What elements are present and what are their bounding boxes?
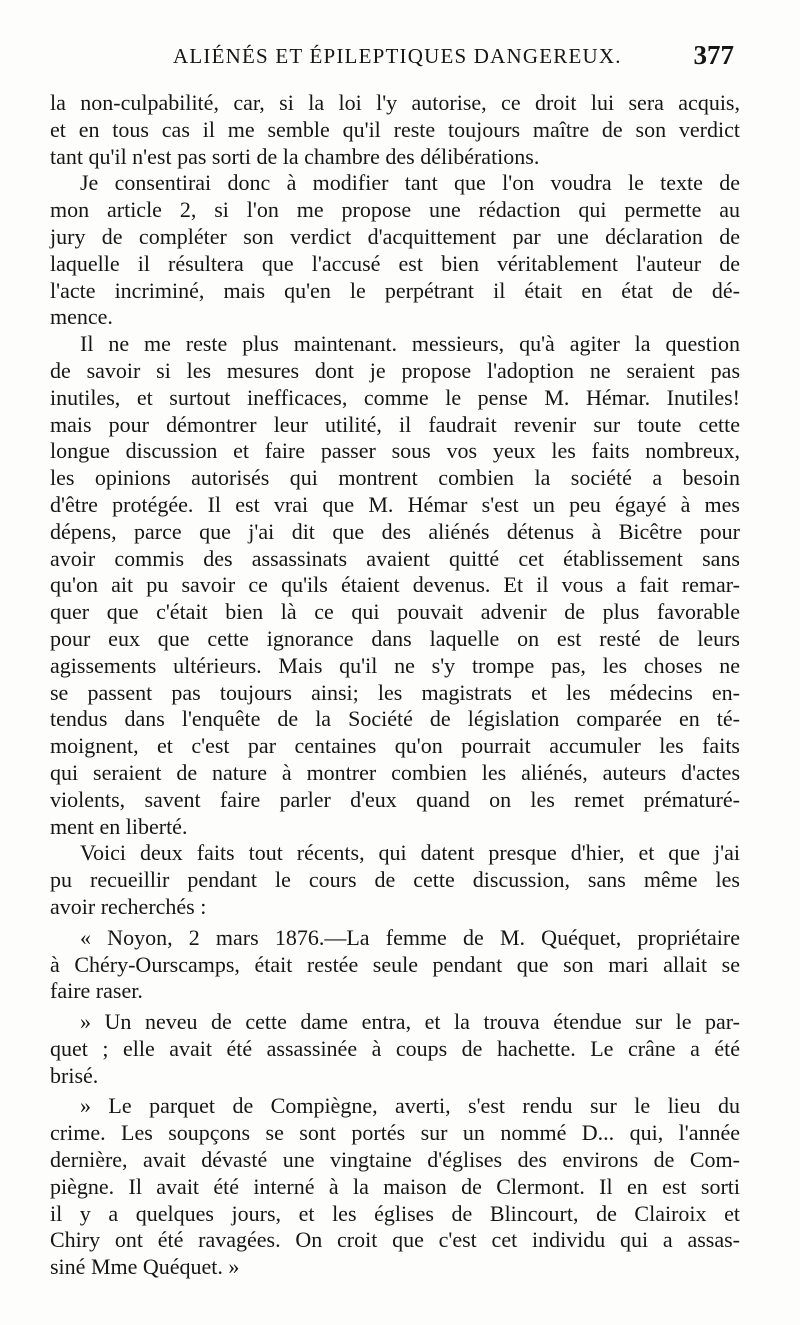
text-line: qui seraient de nature à montrer combien les aliénés, auteurs d'actes [50,759,740,785]
text-line: faire raser. [50,978,143,1004]
text-line: « Noyon, 2 mars 1876.—La femme de M. Quéquet, propriétaire [80,924,740,950]
text-line: l'acte incriminé, mais qu'en le perpétrant il était en état de dé- [50,277,740,303]
text-line: siné Mme Quéquet. » [50,1254,240,1280]
text-line: dépens, parce que j'ai dit que des aliénés détenus à Bicêtre pour [50,518,740,544]
text-line: crime. Les soupçons se sont portés sur un nommé D... qui, l'année [50,1120,740,1146]
page-number: 377 [693,40,734,70]
text-line: tant qu'il n'est pas sorti de la chambre des délibérations. [50,143,540,169]
text-line: brisé. [50,1062,99,1088]
text-line: laquelle il résultera que l'accusé est bien véritablement l'auteur de [50,250,740,276]
text-line: qu'on ait pu savoir ce qu'ils étaient devenus. Et il vous a fait remar- [50,572,740,598]
text-line: d'être protégée. Il est vrai que M. Hémar s'est un peu égayé à mes [50,491,740,517]
text-line: » Un neveu de cette dame entra, et la trouva étendue sur le par- [80,1009,740,1035]
text-line: quet ; elle avait été assassinée à coups de hachette. Le crâne a été [50,1035,740,1061]
text-line: et en tous cas il me semble qu'il reste toujours maître de son verdict [50,116,740,142]
paragraph [50,331,740,840]
text-line: inutiles, et surtout inefficaces, comme le pense M. Hémar. Inutiles! [50,384,740,410]
running-title: ALIÉNÉS ET ÉPILEPTIQUES DANGEREUX. [173,44,622,68]
paragraph [50,90,740,170]
body-text [50,90,740,1281]
paragraph [50,1009,740,1089]
text-line: moignent, et c'est par centaines qu'on pourrait accumuler les faits [50,733,740,759]
text-line: tendus dans l'enquête de la Société de législation comparée en té- [50,706,740,732]
text-line: pour eux que cette ignorance dans laquelle on est resté de leurs [50,625,740,651]
text-line: se passent pas toujours ainsi; les magistrats et les médecins en- [50,679,740,705]
text-line: pu recueillir pendant le cours de cette discussion, sans même les [50,867,740,893]
text-line: il y a quelques jours, et les églises de Blincourt, de Clairoix et [50,1200,740,1226]
paragraph [50,840,740,920]
text-line: Il ne me reste plus maintenant. messieurs, qu'à agiter la question [80,331,740,357]
text-line: mais pour démontrer leur utilité, il faudrait revenir sur toute cette [50,411,740,437]
text-line: Voici deux faits tout récents, qui datent presque d'hier, et que j'ai [80,840,740,866]
text-line: piègne. Il avait été interné à la maison de Clermont. Il en est sorti [50,1173,740,1199]
text-line: Chiry ont été ravagées. On croit que c'est cet individu qui a assas- [50,1227,740,1253]
text-line: ment en liberté. [50,813,188,839]
text-line: » Le parquet de Compiègne, averti, s'est rendu sur le lieu du [80,1093,740,1119]
paragraph [50,1093,740,1281]
text-line: quer que c'était bien là ce qui pouvait advenir de plus favorable [50,599,740,625]
text-line: agissements ultérieurs. Mais qu'il ne s'y trompe pas, les choses ne [50,652,740,678]
paragraph [50,170,740,331]
text-line: la non-culpabilité, car, si la loi l'y autorise, ce droit lui sera acquis, [50,90,740,115]
running-header [48,40,738,74]
text-line: Je consentirai donc à modifier tant que l'on voudra le texte de [80,170,740,196]
text-line: mence. [50,304,113,330]
text-line: à Chéry-Ourscamps, était restée seule pendant que son mari allait se [50,951,740,977]
text-line: longue discussion et faire passer sous vos yeux les faits nombreux, [50,438,740,464]
paragraph [50,925,740,1005]
text-line: de savoir si les mesures dont je propose l'adoption ne seraient pas [50,357,740,383]
text-line: avoir recherchés : [50,893,207,919]
text-line: avoir commis des assassinats avaient quitté cet établissement sans [50,545,740,571]
text-line: les opinions autorisés qui montrent combien la société a besoin [50,465,740,491]
text-line: jury de compléter son verdict d'acquittement par une déclaration de [50,223,740,249]
text-line: mon article 2, si l'on me propose une rédaction qui permette au [50,197,740,223]
text-line: dernière, avait dévasté une vingtaine d'églises des environs de Com- [50,1147,740,1173]
text-line: violents, savent faire parler d'eux quand on les remet prématuré- [50,786,740,812]
